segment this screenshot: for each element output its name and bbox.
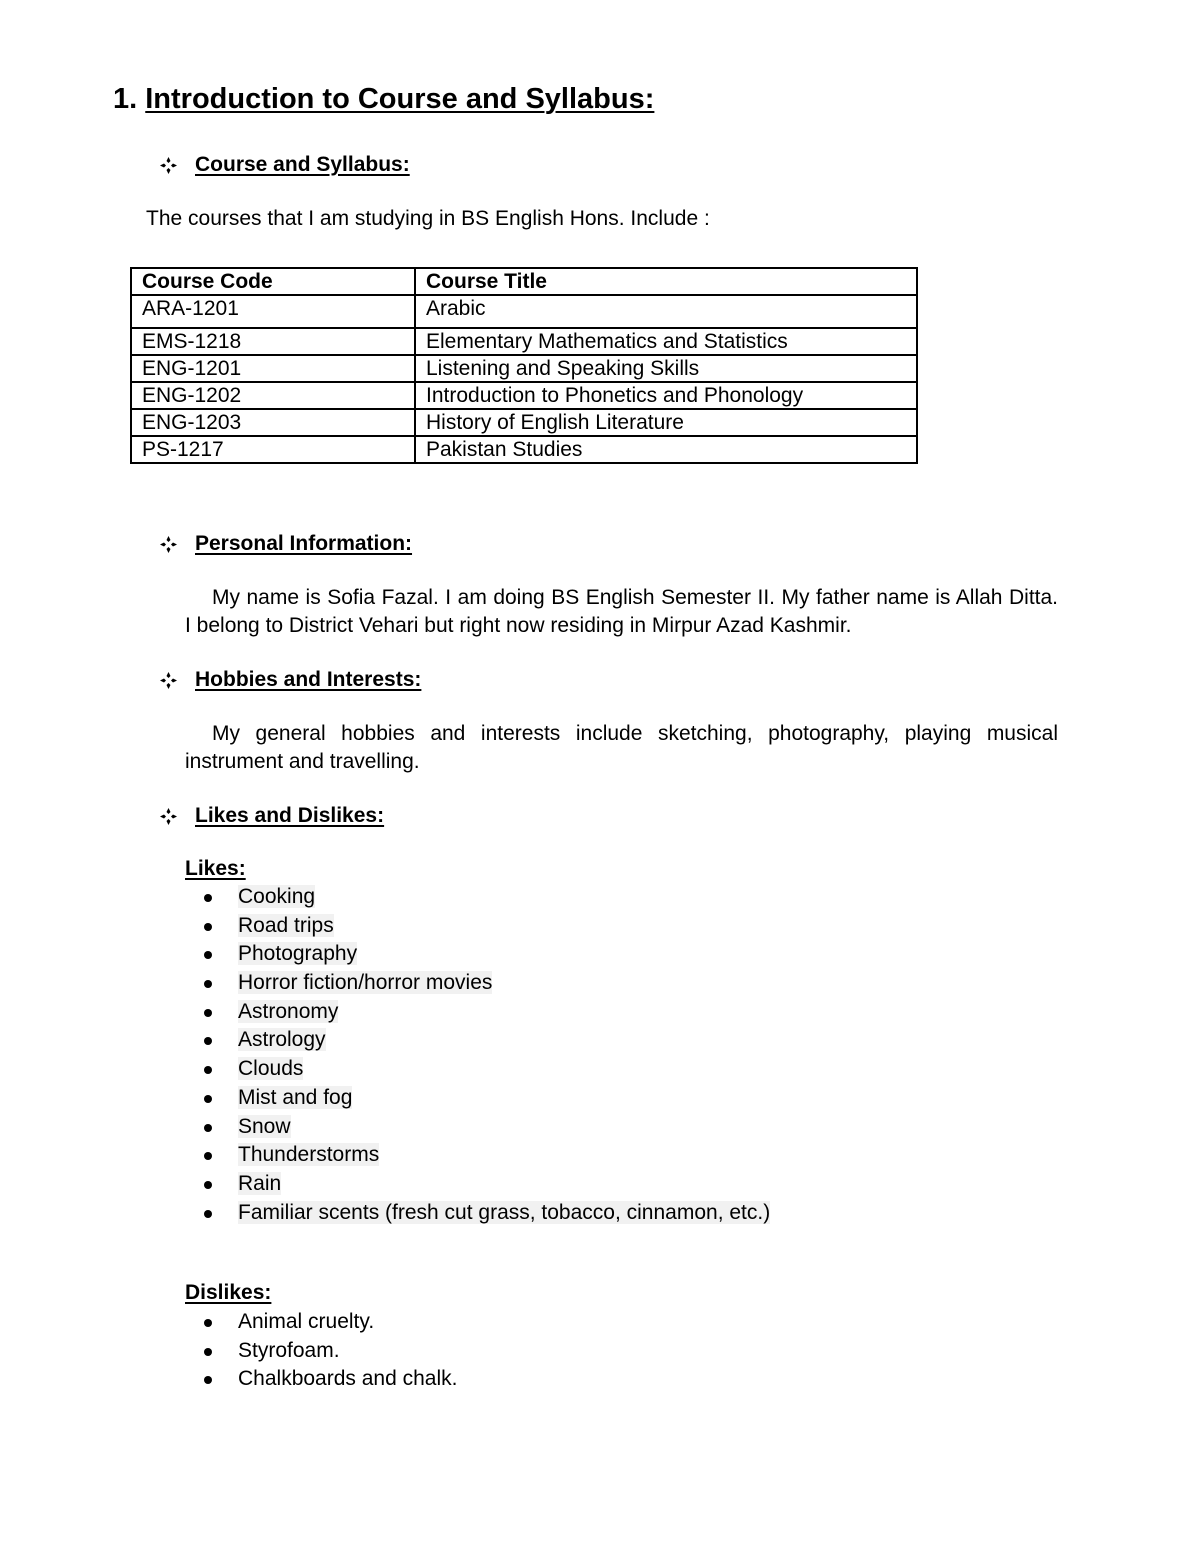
list-item: Clouds xyxy=(185,1055,770,1084)
list-item: Familiar scents (fresh cut grass, tobacco, cinnamon, etc.) xyxy=(185,1199,770,1228)
section-title: Personal Information: xyxy=(195,532,413,555)
diamond-bullet-icon xyxy=(160,808,177,825)
list-item: Rain xyxy=(185,1170,770,1199)
section-title: Hobbies and Interests: xyxy=(195,668,422,691)
list-item: Mist and fog xyxy=(185,1084,770,1113)
section-heading-hobbies xyxy=(160,665,421,695)
course-title-cell: Elementary Mathematics and Statistics xyxy=(415,328,917,355)
table-row xyxy=(131,355,917,382)
course-code-cell: PS-1217 xyxy=(131,436,415,463)
courses-table xyxy=(130,267,918,464)
table-row xyxy=(131,409,917,436)
section-title: Likes and Dislikes: xyxy=(195,804,385,827)
list-item: Astronomy xyxy=(185,998,770,1027)
heading-number: 1. xyxy=(113,83,138,115)
dislikes-list xyxy=(185,1308,457,1394)
course-title-cell: Introduction to Phonetics and Phonology xyxy=(415,382,917,409)
list-item: Photography xyxy=(185,940,770,969)
main-heading xyxy=(113,80,654,118)
heading-title: Introduction to Course and Syllabus: xyxy=(145,83,655,115)
course-title-cell: Pakistan Studies xyxy=(415,436,917,463)
section-heading-likes-dislikes xyxy=(160,801,384,831)
table-row xyxy=(131,328,917,355)
list-item: Cooking xyxy=(185,883,770,912)
course-code-cell: EMS-1218 xyxy=(131,328,415,355)
course-code-cell: ARA-1201 xyxy=(131,295,415,328)
table-row xyxy=(131,382,917,409)
hobbies-paragraph: My general hobbies and interests include sketching, photography, playing musical instrument and travelling. xyxy=(185,722,1058,773)
list-item: Thunderstorms xyxy=(185,1141,770,1170)
column-header: Course Code xyxy=(131,268,415,295)
list-item: Road trips xyxy=(185,912,770,941)
diamond-bullet-icon xyxy=(160,536,177,553)
table-row xyxy=(131,436,917,463)
personal-info-paragraph: My name is Sofia Fazal. I am doing BS English Semester II. My father name is Allah Ditta. I belong to District Vehari but right now residing in Mirpur Azad Kashmir. xyxy=(185,586,1058,637)
list-item: Horror fiction/horror movies xyxy=(185,969,770,998)
likes-list xyxy=(185,883,770,1227)
diamond-bullet-icon xyxy=(160,157,177,174)
course-code-cell: ENG-1201 xyxy=(131,355,415,382)
course-code-cell: ENG-1203 xyxy=(131,409,415,436)
dislikes-label: Dislikes: xyxy=(185,1281,272,1304)
section-heading-personal xyxy=(160,529,412,559)
list-item: Astrology xyxy=(185,1026,770,1055)
diamond-bullet-icon xyxy=(160,672,177,689)
course-title-cell: Arabic xyxy=(415,295,917,328)
course-code-cell: ENG-1202 xyxy=(131,382,415,409)
list-item: Snow xyxy=(185,1113,770,1142)
list-item: Styrofoam. xyxy=(185,1337,457,1366)
likes-label: Likes: xyxy=(185,857,246,880)
table-row xyxy=(131,295,917,328)
courses-intro-text: The courses that I am studying in BS English Hons. Include : xyxy=(146,207,710,230)
course-title-cell: Listening and Speaking Skills xyxy=(415,355,917,382)
table-header-row xyxy=(131,268,917,295)
list-item: Animal cruelty. xyxy=(185,1308,457,1337)
section-heading-course xyxy=(160,150,410,180)
course-title-cell: History of English Literature xyxy=(415,409,917,436)
list-item: Chalkboards and chalk. xyxy=(185,1365,457,1394)
column-header: Course Title xyxy=(415,268,917,295)
section-title: Course and Syllabus: xyxy=(195,153,410,176)
